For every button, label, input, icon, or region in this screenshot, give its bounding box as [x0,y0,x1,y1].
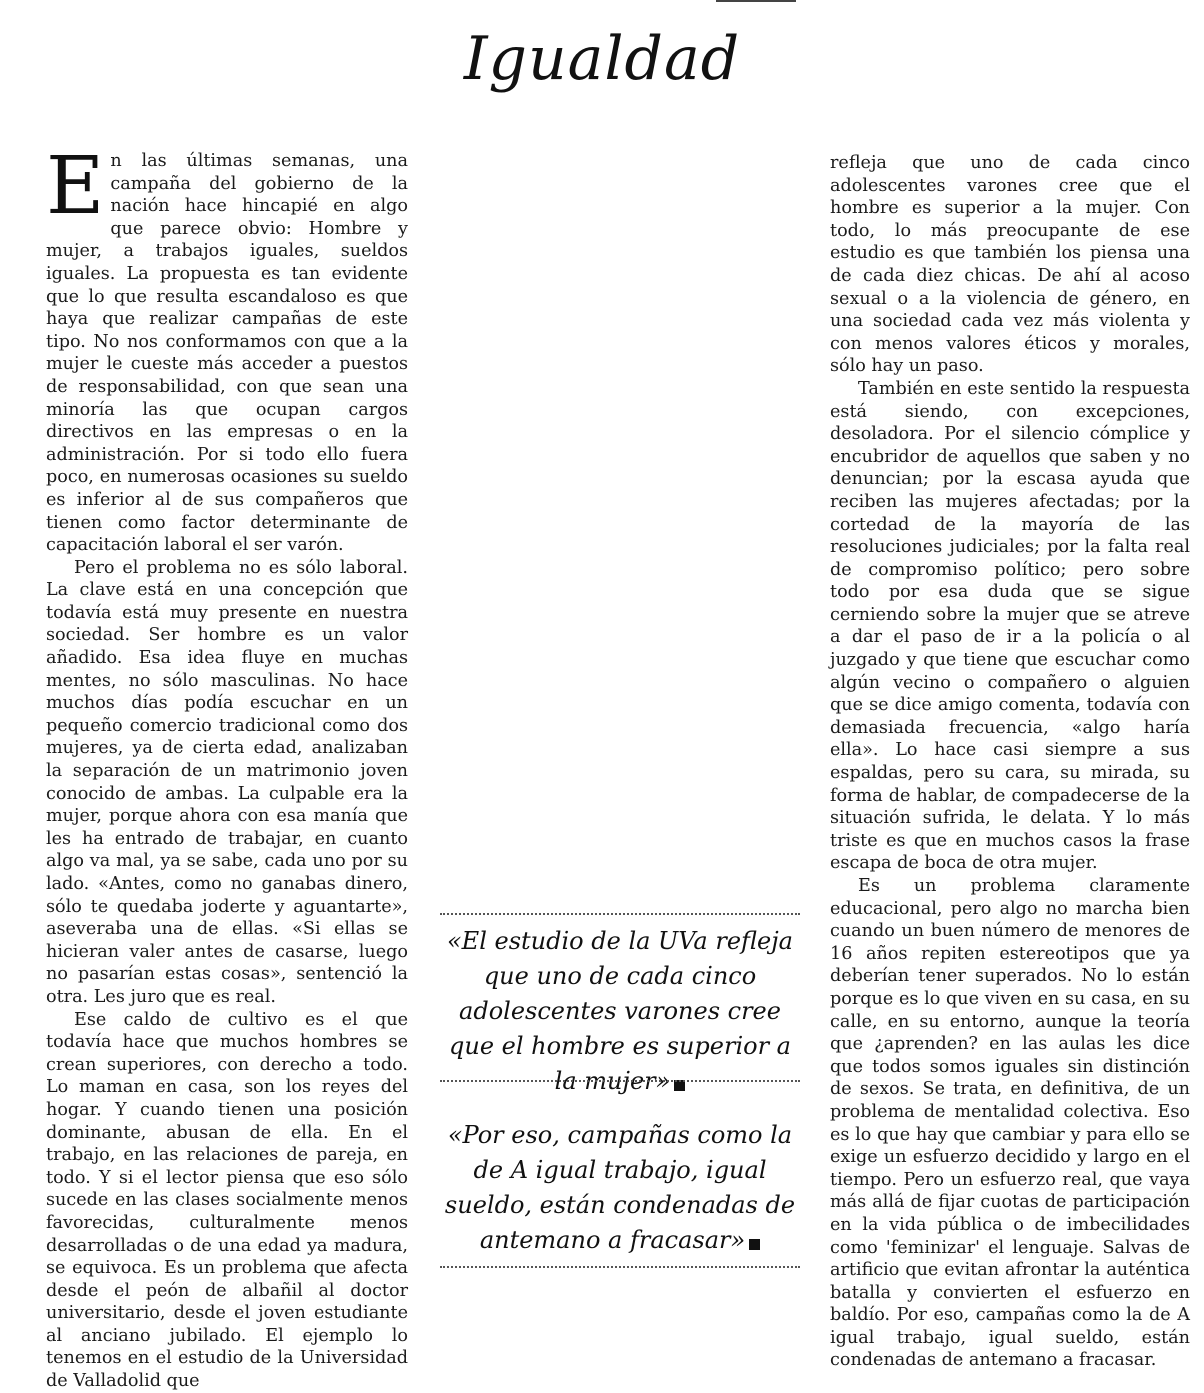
quote-rule-bottom [440,1266,800,1268]
paragraph: Es un problema claramente educacional, pero algo no marcha bien cuando un buen número de menores de 16 años repiten estereotipos que ya deberían tener superados. No lo están porque es lo que viven en su casa, en su calle, en su entorno, aunque la teoría que ¿aprenden? en las aulas les dice que todos somos iguales sin distinción de sexos. Se trata, en definitiva, de un problema de mentalidad colectiva. Eso es lo que hay que cambiar y para ello se exige un esfuerzo decidido y largo en el tiempo. Pero un esfuerzo real, que vaya más allá de fijar cuotas de participación en la vida pública o de imbecilidades como 'feminizar' el lenguaje. Salvas de artificio que evitan afrontar la auténtica batalla y convierten el esfuerzo en baldío. Por eso, campañas como la de A igual trabajo, igual sueldo, están condenadas de antemano a fracasar. [830,876,1190,1371]
quote-separator [440,1080,800,1082]
paragraph: También en este sentido la respuesta está siendo, con excepciones, desoladora. Por el silencio cómplice y encubridor de aquellos que saben y no denuncian; por la escasa ayuda que reciben las mujeres afectadas; por la cortedad de la mayoría de las resoluciones judiciales; por la falta real de compromiso político; pero sobre todo por esa duda que se sigue cerniendo sobre la mujer que se atreve a dar el paso de ir a la policía o al juzgado y que tiene que escuchar como algún vecino o compañero o alguien que se dice amigo comenta, todavía con demasiada frecuencia, «algo haría ella». Lo hace casi siempre a sus espaldas, pero su cara, su mirada, su forma de hablar, de compadecerse de la situación sufrida, le delata. Y lo más triste es que en muchos casos la frase escapa de boca de otra mujer. [830,378,1190,874]
left-column [46,139,408,1393]
end-square-icon [749,1239,760,1250]
quote-rule-top [440,913,800,915]
paragraph: Ese caldo de cultivo es el que todavía hace que muchos hombres se crean superiores, con derecho a todo. Lo maman en casa, son los reyes del hogar. Y cuando tienen una posición dominante, abusan de ella. En el trabajo, en las relaciones de pareja, en todo. Y si el lector piensa que eso sólo sucede en las clases socialmente menos favorecidas, culturalmente menos desarrolladas o de una edad ya madura, se equivoca. Es un problema que afecta desde el peón de albañil al doctor universitario, desde el joven estudiante al anciano jubilado. El ejemplo lo tenemos en el estudio de la Universidad de Valladolid que [46,1009,408,1392]
pull-quote [440,924,800,1099]
paragraph-text: n las últimas semanas, una campaña del gobierno de la nación hace hincapié en algo que parece obvio: Hombre y mujer, a trabajos iguales, sueldos iguales. La propuesta es tan evidente que lo que resulta escandaloso es que haya que realizar campañas de este tipo. No nos conformamos con que a la mujer le cueste más acceder a puestos de responsabilidad, con que sean una minoría las que ocupan cargos directivos en las empresas o en la administración. Por si todo ello fuera poco, en numerosas ocasiones su sueldo es inferior al de sus compañeros que tienen como factor determinante de capacitación laboral el ser varón. [46,151,408,556]
pull-quote [440,1118,800,1258]
pull-quote-text: «El estudio de la UVa refleja que uno de cada cinco adolescentes varones cree que el hombre es superior a la mujer» [447,927,793,1095]
pull-quote-text: «Por eso, campañas como la de A igual trabajo, igual sueldo, están condenadas de antemano a fracasar» [444,1121,796,1254]
top-rule [716,0,796,2]
article-title: Igualdad [463,24,741,94]
drop-cap: E [46,139,105,232]
paragraph [46,139,408,557]
paragraph: Pero el problema no es sólo laboral. La clave está en una concepción que todavía está muy presente en nuestra sociedad. Ser hombre es un valor añadido. Esa idea fluye en muchas mentes, no sólo masculinas. No hace muchos días podía escuchar en un pequeño comercio tradicional como dos mujeres, ya de cierta edad, analizaban la separación de un matrimonio joven conocido de ambas. La culpable era la mujer, porque ahora con esa manía que les ha entrado de trabajar, en cuanto algo va mal, ya se sabe, cada uno por su lado. «Antes, como no ganabas dinero, sólo te quedaba joderte y aguantarte», aseveraba una de ellas. «Si ellas se hicieran valer antes de casarse, luego no pasarían estas cosas», sentenció la otra. Les juro que es real. [46,557,408,1007]
right-column [830,152,1190,1372]
paragraph: refleja que uno de cada cinco adolescentes varones cree que el hombre es superior a la mujer. Con todo, lo más preocupante de ese estudio es que también los piensa una de cada diez chicas. De ahí al acoso sexual o a la violencia de género, en una sociedad cada vez más violenta y con menos valores éticos y morales, sólo hay un paso. [830,153,1190,377]
